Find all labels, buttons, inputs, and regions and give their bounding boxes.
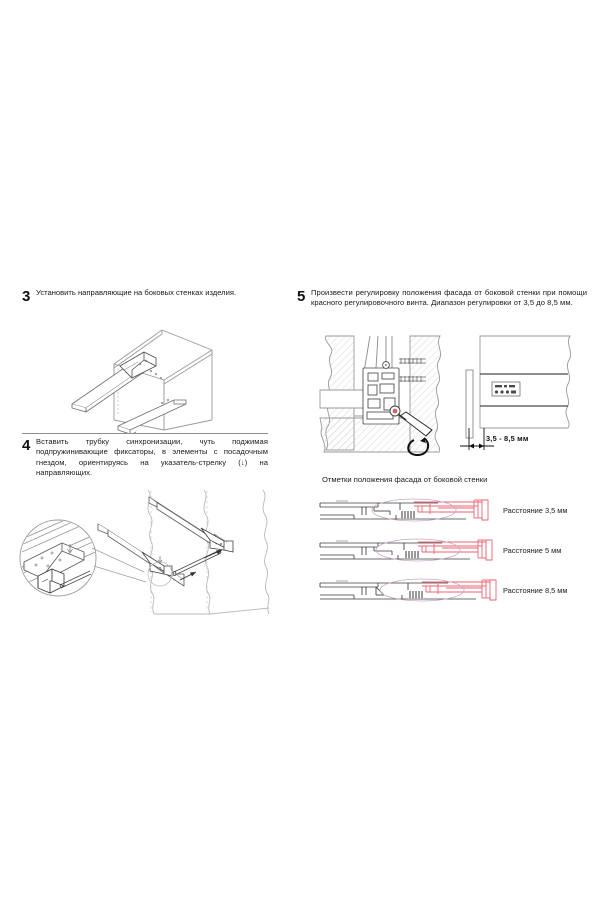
marking-label-2: Расстояние 5 мм [503, 546, 562, 555]
marking-row-diagram-1 [318, 498, 498, 524]
detail-magnifier [20, 506, 172, 596]
front-drawer-slide [98, 524, 184, 586]
insertion-arrows [180, 550, 222, 580]
marking-plate [492, 382, 520, 396]
side-wall-strip [466, 370, 473, 438]
step-divider [22, 433, 268, 434]
step-5-text: Произвести регулировку положения фасада от боковой стенки при помощи красного регулировочного винта. Диапазон регулировки от 3,5 до 8,5 мм. [311, 288, 587, 308]
step-4-text: Вставить трубку синхронизации, чуть поджимая подпружинивающие фиксаторы, в элементы с посадочным гнездом, ориентируясь на указатель-стрелку (↓) на направляющих. [36, 437, 268, 478]
cabinet-with-slides-diagram [52, 308, 282, 433]
step-5-header [297, 288, 589, 309]
step-4-number: 4 [22, 437, 31, 454]
step-3-header [22, 288, 270, 304]
step-3-number: 3 [22, 288, 31, 305]
marking-row-diagram-2 [318, 538, 498, 564]
gap-dimension-label: 3,5 - 8,5 мм [486, 434, 529, 443]
marking-scale-ticks [402, 511, 414, 518]
step-4-header [22, 437, 272, 479]
rear-drawer-slide [149, 497, 216, 547]
marking-row-diagram-3 [318, 578, 498, 604]
step-5-number: 5 [297, 288, 306, 305]
front-slide-bracket [142, 552, 172, 576]
step-3-text: Установить направляющие на боковых стенках изделия. [36, 288, 237, 297]
markings-caption: Отметки положения фасада от боковой стенки [322, 475, 488, 484]
front-panel-adjustment-diagram [314, 332, 454, 457]
marking-scale-ticks [410, 591, 422, 598]
marking-scale-ticks [406, 551, 418, 558]
marking-label-1: Расстояние 3,5 мм [503, 506, 568, 515]
marking-label-3: Расстояние 8,5 мм [503, 586, 568, 595]
sync-tube-insertion-diagram [8, 488, 298, 618]
